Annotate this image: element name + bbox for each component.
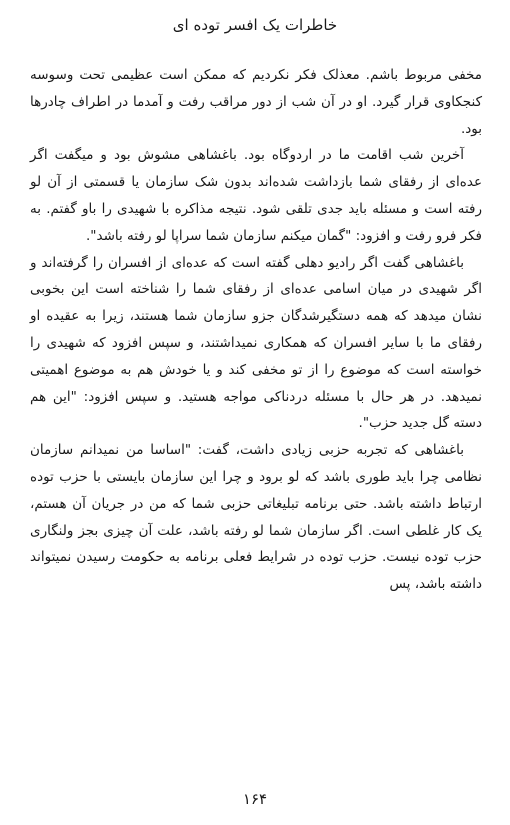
paragraph: مخفی مربوط باشم. معذلک فکر نکردیم که ممکن است عظیمی تحت وسوسه کنجکاوی قرار گیرد. او در آن شب از دور مراقب رفت و آمدما در اطراف چادرها بود. xyxy=(30,67,482,137)
paragraph: باغشاهی که تجربه حزبی زیادی داشت، گفت: "اساسا من نمیدانم سازمان نظامی چرا باید طوری باشد که لو برود و چرا این سازمان بایستی با حزب توده ارتباط داشته باشد. حتی برنامه تبلیغاتی حزبی شما که من در جریان آن هستم، یک کار غلطی است. اگر سازمان شما لو رفته باشد، علت آن چیزی بجز ولنگاری حزب توده نیست. حزب توده در شرایط فعلی برنامه به حکومت رسیدن نمیتواند داشته باشد، پس xyxy=(30,442,482,593)
paragraph: آخرین شب اقامت ما در اردوگاه بود. باغشاهی مشوش بود و میگفت اگر عده‌ای از رفقای شما بازداشت شده‌اند بدون شک سازمان یا قسمتی از آن لو رفته است و مسئله باید جدی تلقی شود. نتیجه مذاکره با شهیدی را باو گفتم. به فکر فرو رفت و افزود: "گمان میکنم سازمان شما سراپا لو رفته باشد". xyxy=(30,147,482,244)
running-header: خاطرات یک افسر توده ای xyxy=(172,16,338,34)
page-number: ۱۶۴ xyxy=(242,790,268,808)
paragraph: باغشاهی گفت اگر رادیو دهلی گفته است که عده‌ای از افسران را گرفته‌اند و اگر شهیدی در میان اسامی عده‌ای از رفقای شما را شناخته است این بخوبی نشان میدهد که همه دستگیرشدگان جزو سازمان شما هستند، زیرا به عقیده او رفقای ما با سایر افسران که همکاری نمیداشتند، و سپس افزود که شهیدی را خواسته است که موضوع را از تو مخفی کند و یا خودش هم به موضوع اهمیتی نمیدهد. در هر حال با مسئله دردناکی مواجه هستید. و سپس افزود: "این هم دسته گل جدید حزب". xyxy=(30,254,482,432)
body-text xyxy=(30,62,482,598)
